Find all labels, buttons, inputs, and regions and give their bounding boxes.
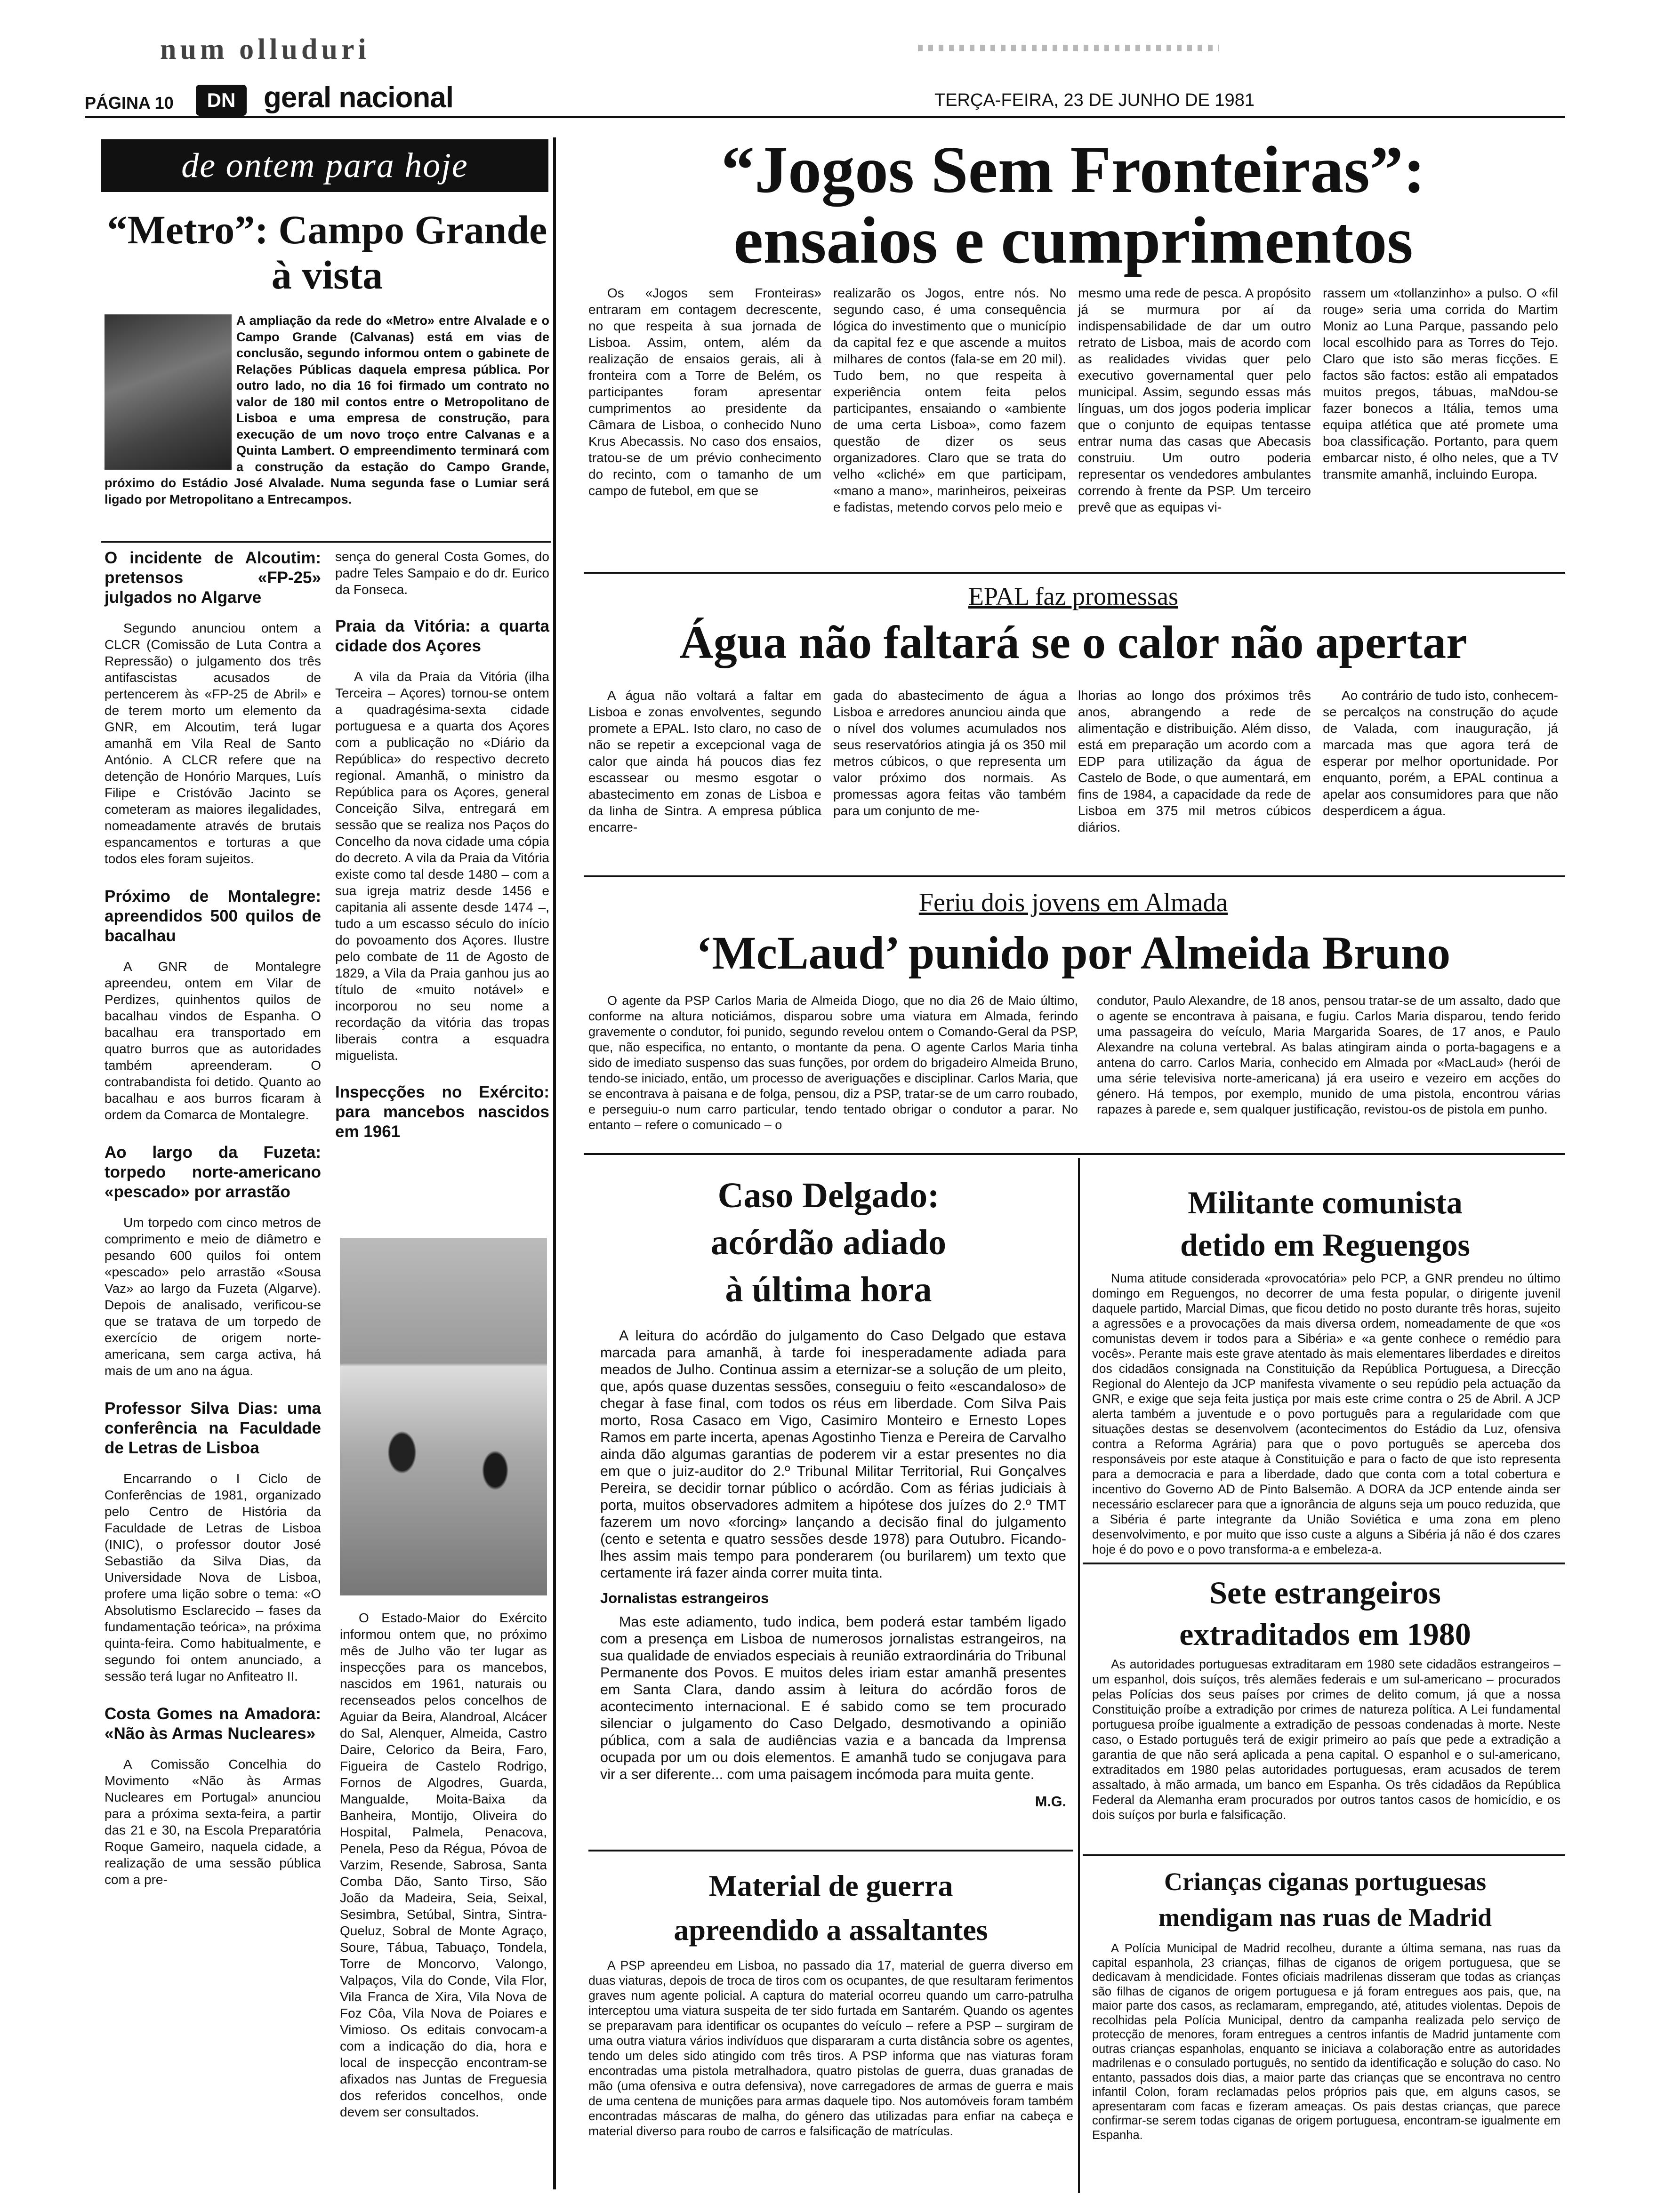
- brief-costa-gomes-cont: sença do general Costa Gomes, do padre Teles Sampaio e do dr. Eurico da Fonseca.: [335, 549, 549, 597]
- delgado-body: [600, 1327, 1066, 1810]
- brief-praia-vitoria-text: A vila da Praia da Vitória (ilha Terceira – Açores) tornou-se ontem a quadragésima-sexta cidade portuguesa e a quarta dos Açores com a publicação no «Diário da República» do respectivo decreto regional. Amanhã, o ministro da República para os Açores, general Conceição Silva, entregará em sessão que se realiza nos Paços do Concelho da nova cidade uma cópia do decreto. A vila da Praia da Vitória existe como tal desde 1480 – com a sua igreja matriz desde 1456 e capitania ali assente desde 1474 –, tudo a um escasso século do início do povoamento dos Açores. Ilustre pelo combate de 11 de Agosto de 1829, a Vila da Praia ganhou jus ao título de «muito notável» e incorporou no seu nome a recordação da vitória das tropas liberais contra a esquadra miguelista.: [335, 669, 549, 1063]
- army-photo: [340, 1238, 547, 1595]
- militante-text: Numa atitude considerada «provocatória» pelo PCP, a GNR prendeu no último domingo em Reguengos, no decorrer de uma festa popular, o dirigente juvenil daquele partido, Marcial Dimas, que ficou detido no posto durante três horas, sujeito a agressões e a provocações da mais diversa ordem, nomeadamente de que «os comunistas devem ir todos para a Sibéria» e «a gente conhece o remédio para vocês». Perante mais este grave atentado às mais elementares liberdades e direitos dos cidadãos consignada na Constituição da República Portuguesa, a Direcção Regional do Alentejo da JCP manifesta vivamente o seu repúdio pela actuação da GNR, e exige que seja feita justiça por mais este crime contra o 25 de Abril. A JCP alerta também a juventude e o povo português para a regularidade com que situações destas se desenvolvem (acontecimentos do Estádio da Luz, ofensiva contra a Reforma Agrária) para que o povo português se aperceba dos responsáveis por este ataque à Constituição e para o facto de que isto representa para a democracia e para a liberdade, dado que conta com a total cobertura e incentivo do Governo AD de Pinto Balsemão. A DORA da JCP entende ainda ser necessário esclarecer para que a ignorância de alguns seja um pouco reduzida, que a Sibéria é parte integrante da União Soviética e uma zona em pleno desenvolvimento, e por muito que isso custe a alguns a Sibéria já não é dos czares hoje é do povo e o povo transforma-a e embeleza-a.: [1092, 1271, 1560, 1556]
- section-title: geral nacional: [264, 81, 453, 114]
- criancas-headline-line2: mendigam nas ruas de Madrid: [1158, 1903, 1492, 1931]
- jogos-col-2: [833, 285, 1066, 515]
- material-headline-line2: apreendido a assaltantes: [674, 1913, 988, 1947]
- delgado-signature: M.G.: [1035, 1794, 1066, 1810]
- criancas-headline: [1087, 1864, 1563, 1935]
- brief-praia-vitoria-head: Praia da Vitória: a quarta cidade dos Açores: [335, 617, 549, 655]
- material-headline-line1: Material de guerra: [708, 1869, 953, 1902]
- delgado-text-1: A leitura do acórdão do julgamento do Caso Delgado que estava marcada para amanhã, à tarde foi inesperadamente adiada para meados de Julho. Continua assim a eternizar-se a solução de um pleito, que, após quase duzentas sessões, conseguiu o feito «escandaloso» de chegar à fase final, com todos os réus em liberdade. Com Silva Pais morto, Rosa Casaco em Vigo, Casimiro Monteiro e Ernesto Lopes Ramos em parte incerta, apenas Agostinho Tienza e Pereira de Carvalho ainda dão algumas garantias de poderem vir a estar presentes no dia em que o juiz-auditor do 2.º Tribunal Militar Territorial, Rui Gonçalves Pereira, se decidir tornar público o acórdão. Com as férias judiciais à porta, muitos observadores admitem a hipótese dos juízes do 2.º TMT fazerem um novo «forcing» lançando a decisão final do julgamento (cento e setenta e quatro sessões desde 1978) para Outubro. Ficando-lhes assim mais tempo para ponderarem (ou burilarem) um texto que certamente irá fazer ainda correr muita tinta.: [600, 1328, 1066, 1581]
- jogos-headline-line2: ensaios e cumprimentos: [733, 203, 1413, 277]
- epal-headline: Água não faltará se o calor não apertar: [679, 616, 1467, 668]
- brief-fuzeta-text: Um torpedo com cinco metros de comprimento e meio de diâmetro e pesando 600 quilos foi ontem «pescado» pelo arrastão «Sousa Vaz» ao largo da Fuzeta (Algarve). Depois de analisado, verificou-se que se tratava de um torpedo de exercício de origem norte-americana, sem carga activa, há mais de um ano na água.: [105, 1215, 321, 1378]
- epal-col-3: [1078, 687, 1311, 835]
- lower-column-divider: [1078, 1158, 1080, 2193]
- brief-costa-gomes-head: Costa Gomes na Amadora: «Não às Armas Nucleares»: [105, 1705, 321, 1743]
- brief-fuzeta-head: Ao largo da Fuzeta: torpedo norte-americano «pescado» por arrastão: [105, 1143, 321, 1201]
- militante-headline-line1: Militante comunista: [1188, 1185, 1463, 1220]
- delgado-headline-line2: acórdão adiado: [710, 1223, 947, 1262]
- jogos-col-4-text: rassem um «tollanzinho» a pulso. O «fil rouge» seria uma corrida do Martim Moniz ao Luna Parque, passando pelo local escolhido para as Torres do Tejo. Claro que isto são meras ficções. E factos são factos: estão ali empatados muitos pregos, tábuas, maNdou-se fazer bonecos a Itália, temos uma equipa atlética que até promete uma boa classificação. Portanto, para quem embarcar nisto, é olho neles, que a TV transmite amanhã, incluindo Europa.: [1323, 286, 1558, 481]
- brief-silva-dias-head: Professor Silva Dias: uma conferência na Faculdade de Letras de Lisboa: [105, 1399, 321, 1457]
- masthead-rule: [85, 116, 1565, 118]
- sidebar-banner: [101, 139, 548, 192]
- brief-montalegre: [105, 887, 321, 1123]
- mclaud-headline: ‘McLaud’ punido por Almeida Bruno: [696, 927, 1451, 979]
- sete-bottom-rule: [1083, 1854, 1565, 1856]
- sete-headline: [1087, 1572, 1563, 1655]
- brief-silva-dias-text: Encarrando o I Ciclo de Conferências de 1981, organizado pelo Centro de História da Faculdade de Letras de Lisboa (INIC), o professor doutor José Sebastião da Silva Dias, da Universidade Nova de Lisboa, profere uma lição sobre o tema: «O Absolutismo Esclarecido – fases da fundamentação teórica», na próxima quinta-feira. Como habitualmente, e segundo foi ontem anunciado, a sessão terá lugar no Anfiteatro II.: [105, 1471, 321, 1683]
- jogos-col-1-text: Os «Jogos sem Fronteiras» entraram em contagem decrescente, no que respeita à sua jornada de Lisboa. Assim, ontem, além da realização de ensaios gerais, ali à fronteira com a Torre de Belém, os participantes foram apresentar cumprimentos ao presidente da Câmara de Lisboa, o conhecido Nuno Krus Abecassis. No caso dos ensaios, tratou-se de um prévio conhecimento do recinto, com o tamanho de um campo de futebol, em que se: [588, 286, 821, 498]
- sidebar-lead-rule: [101, 541, 551, 543]
- brief-inspeccoes: [335, 1082, 549, 1142]
- brief-praia-vitoria: [335, 617, 549, 1064]
- epal-col-1: [588, 687, 821, 835]
- brief-alcoutim-text: Segundo anunciou ontem a CLCR (Comissão de Luta Contra a Repressão) o julgamento dos três antifascistas acusados de pertencerem às «FP-25 de Abril» e de terem morto um elemento da GNR, em Alcoutim, terá lugar amanhã em Vila Real de Santo António. A CLCR refere que na detenção de Honório Marques, Luís Filipe e Cristóvão Jacinto se cometeram as maiores ilegalidades, nomeadamente através de brutais espancamentos e torturas a que todos eles foram sujeitos.: [105, 621, 321, 866]
- sete-headline-line1: Sete estrangeiros: [1209, 1575, 1441, 1611]
- delgado-text-2: Mas este adiamento, tudo indica, bem poderá estar também ligado com a presença em Lisboa de numerosos jornalistas estrangeiros, na sua qualidade de enviados especiais à reunião extraordinária do Tribunal Permanente dos Povos. E muitos deles iriam estar amanhã presentes em Santa Clara, dando assim à leitura do acórdão foros de acontecimento internacional. E é sabido como se tem procurado silenciar o julgamento do Caso Delgado, desmotivando a opinião pública, com a sala de audiências vazia e a bancada da Imprensa ocupada por um ou dois elementos. E amanhã tudo se conjugava para vir a ser diferente... com uma paisagem incómoda para muita gente.: [600, 1614, 1066, 1782]
- sete-text: As autoridades portuguesas extraditaram em 1980 sete cidadãos estrangeiros – um espanhol, dois suíços, três alemães federais e um sul-americano – procurados pelas Polícias dos seus países por crimes de delito comum, já que a nossa Constituição proíbe a extradição por crimes de natureza política. A Lei fundamental portuguesa proíbe igualmente a extradição de pessoas condenadas à morte. Neste caso, o Estado português terá de exigir primeiro ao país que pede a extradição a garantia de que não será aplicada a pena capital. O espanhol e o sul-americano, extraditados em 1980 pelas autoridades portuguesas, eram acusados de terem assaltado, à mão armada, um banco em Espanha. Os três cidadãos da República Federal da Alemanha eram procurados por outros tantos casos de homicídio, e os dois suíços por burla e falsificação.: [1092, 1657, 1560, 1822]
- epal-col-2-text: gada do abastecimento de água a Lisboa e arredores anunciou ainda que o nível dos volumes acumulados nos seus reservatórios atingia já os 350 mil metros cúbicos, o que representa um valor próximo dos normais. As promessas agora feitas vão também para um conjunto de me-: [833, 688, 1066, 818]
- material-body: [588, 1958, 1073, 2139]
- sidebar-column-right: [335, 548, 549, 1142]
- brief-alcoutim: [105, 548, 321, 867]
- epal-col-2: [833, 687, 1066, 819]
- epal-col-3-text: lhorias ao longo dos próximos três anos, abrangendo a rede de alimentação e distribuição. Além disso, está em preparação um acordo com a EDP para utilização da água de Castelo de Bode, o que aumentará, em fins de 1984, a capacidade da rede de Lisboa em 375 mil metros cúbicos diários.: [1078, 688, 1311, 834]
- sete-body: [1092, 1657, 1560, 1822]
- mclaud-col-2: [1097, 993, 1560, 1117]
- material-headline: [588, 1864, 1073, 1952]
- brief-alcoutim-head: O incidente de Alcoutim: pretensos «FP-25» julgados no Algarve: [105, 549, 321, 607]
- section-badge: [196, 85, 247, 116]
- mclaud-bottom-rule: [584, 1153, 1565, 1155]
- sidebar-lead-title: “Metro”: Campo Grande à vista: [107, 207, 547, 297]
- delgado-subhead: Jornalistas estrangeiros: [600, 1590, 769, 1606]
- sete-headline-line2: extraditados em 1980: [1179, 1616, 1471, 1652]
- brief-montalegre-text: A GNR de Montalegre apreendeu, ontem em Vilar de Perdizes, quinhentos quilos de bacalhau vindos de Espanha. O bacalhau era transportado em quatro burros que as autoridades também apreenderam. O contrabandista foi detido. Quanto ao bacalhau e aos burros ficaram à ordem da Comarca de Montalegre.: [105, 959, 321, 1122]
- brief-inspeccoes-head: Inspecções no Exército: para mancebos nascidos em 1961: [335, 1083, 549, 1141]
- criancas-text: A Polícia Municipal de Madrid recolheu, durante a última semana, nas ruas da capital espanhola, 23 crianças, filhas de ciganos de origem portuguesa, que se dedicavam à mendicidade. Fontes oficiais madrilenas disseram que todas as crianças são filhas de ciganos de origem portuguesa e já foram entregues aos pais, que, na maior parte dos casos, as reclamaram, empregando, até, atitudes violentas. Depois de recolhidas pela Polícia Municipal, dentro da campanha realizada pelo serviço de protecção de menores, foram entregues a centros infantis de Madrid juntamente com outras crianças espanholas, enquanto se iniciava a colaboração entre as autoridades madrilenas e o consulado português, no sentido da identificação e solução do caso. No entanto, passados dois dias, a maior parte das crianças que se encontrava no centro infantil Colon, foram reclamadas pelos próprios pais que, em alguns casos, se apresentaram com facas e fizeram ameaças. Os pais destas crianças, que parece confirmar-se serem todas ciganas de origem portuguesa, encontram-se igualmente em Espanha.: [1092, 1942, 1560, 2142]
- army-caption-text: O Estado-Maior do Exército informou ontem que, no próximo mês de Julho vão ter lugar as inspecções para os mancebos, nascidos em 1961, naturais ou recenseados pelos concelhos de Aguiar da Beira, Alandroal, Alcácer do Sal, Alenquer, Almeida, Castro Daire, Celorico da Beira, Faro, Figueira de Castelo Rodrigo, Fornos de Algodres, Guarda, Mangualde, Moita-Baixa da Banheira, Montijo, Oliveira do Hospital, Palmela, Penacova, Penela, Peso da Régua, Póvoa de Varzim, Resende, Sabrosa, Santa Comba Dão, Santo Tirso, São João da Madeira, Seia, Seixal, Sesimbra, Setúbal, Sintra, Sintra-Queluz, Sobral de Monte Agraço, Soure, Tábua, Tabuaço, Tondela, Torre de Moncorvo, Valongo, Valpaços, Vila do Conde, Vila Flor, Vila Franca de Xira, Vila Nova de Foz Côa, Vila Nova de Poiares e Vimioso. Os editais convocam-a com a indicação do dia, hora e local de inspecção encontram-se afixados nas Juntas de Freguesia dos referidos concelhos, onde devem ser consultados.: [340, 1611, 547, 2119]
- mclaud-col-1-text: O agente da PSP Carlos Maria de Almeida Diogo, que no dia 26 de Maio último, conforme na altura noticiámos, disparou sobre uma viatura em Almada, ferindo gravemente o condutor, foi punido, segundo revelou ontem o Comando-Geral da PSP, que, não especifica, no entanto, o montante da pena. O agente Carlos Maria tinha sido de imediato suspenso das suas funções, por ordem do brigadeiro Almeida Bruno, tendo-se iniciado, então, um processo de averiguações e disciplinar. Carlos Maria, que se encontrava à paisana e de folga, pensou, diz a PSP, tratar-se de um carro roubado, e perseguiu-o num carro particular, tendo tentado obrigar o condutor a parar. No entanto – refere o comunicado – o: [588, 994, 1078, 1132]
- brief-fuzeta: [105, 1143, 321, 1379]
- sidebar-banner-text: de ontem para hoje: [181, 146, 468, 185]
- militante-headline: [1087, 1181, 1563, 1266]
- jogos-col-3-text: mesmo uma rede de pesca. A propósito já se murmura por aí da indispensabilidade de dar um outro retrato de Lisboa, mais de acordo com as realidades vividas quer pelo executivo governamental quer pelo municipal. Assim, segundo essas más línguas, um dos jogos poderia implicar que o conjunto de equipas tentasse entrar numa das casas que Abecasis construiu. Um outro poderia representar os vendedores ambulantes correndo à frente da PSP. Um terceiro prevê que as equipas vi-: [1078, 286, 1311, 514]
- jogos-headline-line1: “Jogos Sem Fronteiras”:: [721, 132, 1426, 207]
- jogos-col-4: [1323, 285, 1558, 482]
- jogos-headline: [584, 134, 1563, 275]
- epal-col-4-text: Ao contrário de tudo isto, conhecem-se percalços na construção do açude de Valada, com inauguração, já marcada mas que agora terá de esperar por melhor oportunidade. Por enquanto, porém, a EPAL continua a apelar aos consumidores para que não desperdicem a água.: [1323, 688, 1558, 818]
- top-banner-smudge: [918, 45, 1219, 51]
- mclaud-col-2-text: condutor, Paulo Alexandre, de 18 anos, pensou tratar-se de um assalto, dado que o agente se encontrava à paisana, e fugiu. Carlos Maria disparou, tendo ferido uma passageira do veículo, Maria Margarida Soares, de 17 anos, e Paulo Alexandre na coluna vertebral. As balas atingiram ainda o porta-bagagens e a antena do carro. Carlos Maria, conhecido em Almada por «MacLaud» (herói de uma série televisiva norte-americana) já era useiro e vezeiro em acções do género. Há tempos, por exemplo, munido de uma pistola, encontrou várias rapazes à parede e, sem qualquer justificação, revistou-os de pistola em punho.: [1097, 994, 1560, 1116]
- militante-bottom-rule: [1083, 1563, 1565, 1564]
- epal-kicker: EPAL faz promessas: [968, 582, 1178, 610]
- page-number: PÁGINA 10: [85, 93, 174, 112]
- sidebar-lead-text: [105, 313, 549, 507]
- delgado-headline: [588, 1172, 1069, 1313]
- brief-costa-gomes-text: A Comissão Concelhia do Movimento «Não às Armas Nucleares em Portugal» anunciou para a próxima sexta-feira, a partir das 21 e 30, na Escola Preparatória Roque Gameiro, naquela cidade, a realização de uma sessão pública com a pre-: [105, 1757, 321, 1887]
- section-badge-label: DN: [207, 89, 236, 111]
- mclaud-col-1: [588, 993, 1078, 1133]
- mclaud-kicker: Feriu dois jovens em Almada: [918, 888, 1228, 917]
- jogos-bottom-rule: [584, 572, 1565, 574]
- epal-bottom-rule: [584, 875, 1565, 877]
- militante-headline-line2: detido em Reguengos: [1180, 1227, 1470, 1263]
- issue-date: TERÇA-FEIRA, 23 DE JUNHO DE 1981: [934, 90, 1255, 110]
- jogos-col-2-text: realizarão os Jogos, entre nós. No segundo caso, é uma consequência lógica do investimento que o município da capital fez e que ascende a muitos milhares de contos (fala-se em 20 mil). Tudo bem, no que respeita à experiência ontem feita pelos participantes, ensaiando o «ambiente de uma certa Lisboa», como fazem questão de dizer os seus organizadores. Claro que se trata do velho «cliché» em que participam, «mano a mano», marinheiros, peixeiras e fadistas, metendo corvos pelo meio e: [833, 286, 1066, 514]
- delgado-headline-line1: Caso Delgado:: [717, 1176, 940, 1215]
- criancas-headline-line1: Crianças ciganas portuguesas: [1164, 1867, 1487, 1896]
- delgado-bottom-rule: [588, 1850, 1073, 1851]
- material-text: A PSP apreendeu em Lisboa, no passado dia 17, material de guerra diverso em duas viaturas, depois de troca de tiros com os ocupantes, de que resultaram ferimentos graves num agente policial. A captura do material ocorreu quando um carro-patrulha interceptou uma viatura suspeita de ter sido furtada em Santarém. Quando os agentes se preparavam para identificar os ocupantes do veículo – refere a PSP – surgiram de uma outra viatura vários indivíduos que dispararam a curta distância sobre os agentes, tendo um deles sido atingido com três tiros. A PSP informa que nas viaturas foram encontradas uma pistola metralhadora, quatro pistolas de guerra, duas granadas de mão (uma ofensiva e outra defensiva), nove carregadores de armas de guerra e mais de uma centena de munições para armas daquele tipo. Nos automóveis foram também encontradas máscaras de malha, do género das utilizadas para enfiar na cabeça e material diverso para roubo de carros e falsificação de matrículas.: [588, 1958, 1073, 2138]
- army-caption: [340, 1610, 547, 2120]
- brief-silva-dias: [105, 1399, 321, 1684]
- sidebar-lead-body: A ampliação da rede do «Metro» entre Alvalade e o Campo Grande (Calvanas) está em vias de conclusão, segundo informou ontem o gabinete de Relações Públicas daquela empresa pública. Por outro lado, no dia 16 foi firmado um contrato no valor de 180 mil contos entre o Metropolitano de Lisboa e uma empresa de construção, para execução de um novo troço entre Calvanas e a Quinta Lambert. O empreendimento terminará com a construção da estação do Campo Grande, próximo do Estádio José Alvalade. Numa segunda fase o Lumiar será ligado por Metropolitano a Entrecampos.: [105, 313, 549, 506]
- jogos-col-3: [1078, 285, 1311, 515]
- criancas-body: [1092, 1941, 1560, 2142]
- sidebar-column-left: [105, 548, 321, 1888]
- top-banner: num olluduri: [160, 33, 370, 65]
- brief-costa-gomes: [105, 1704, 321, 1888]
- brief-montalegre-head: Próximo de Montalegre: apreendidos 500 quilos de bacalhau: [105, 887, 321, 945]
- epal-col-1-text: A água não voltará a faltar em Lisboa e zonas envolventes, segundo promete a EPAL. Isto claro, no caso de não se repetir a excepcional vaga de calor que ainda há poucos dias fez escassear ou mesmo esgotar o abastecimento em zonas de Lisboa e da linha de Sintra. A empresa pública encarre-: [588, 688, 821, 834]
- jogos-col-1: [588, 285, 821, 499]
- delgado-headline-line3: à última hora: [725, 1270, 932, 1309]
- epal-col-4: [1323, 687, 1558, 819]
- militante-body: [1092, 1271, 1560, 1557]
